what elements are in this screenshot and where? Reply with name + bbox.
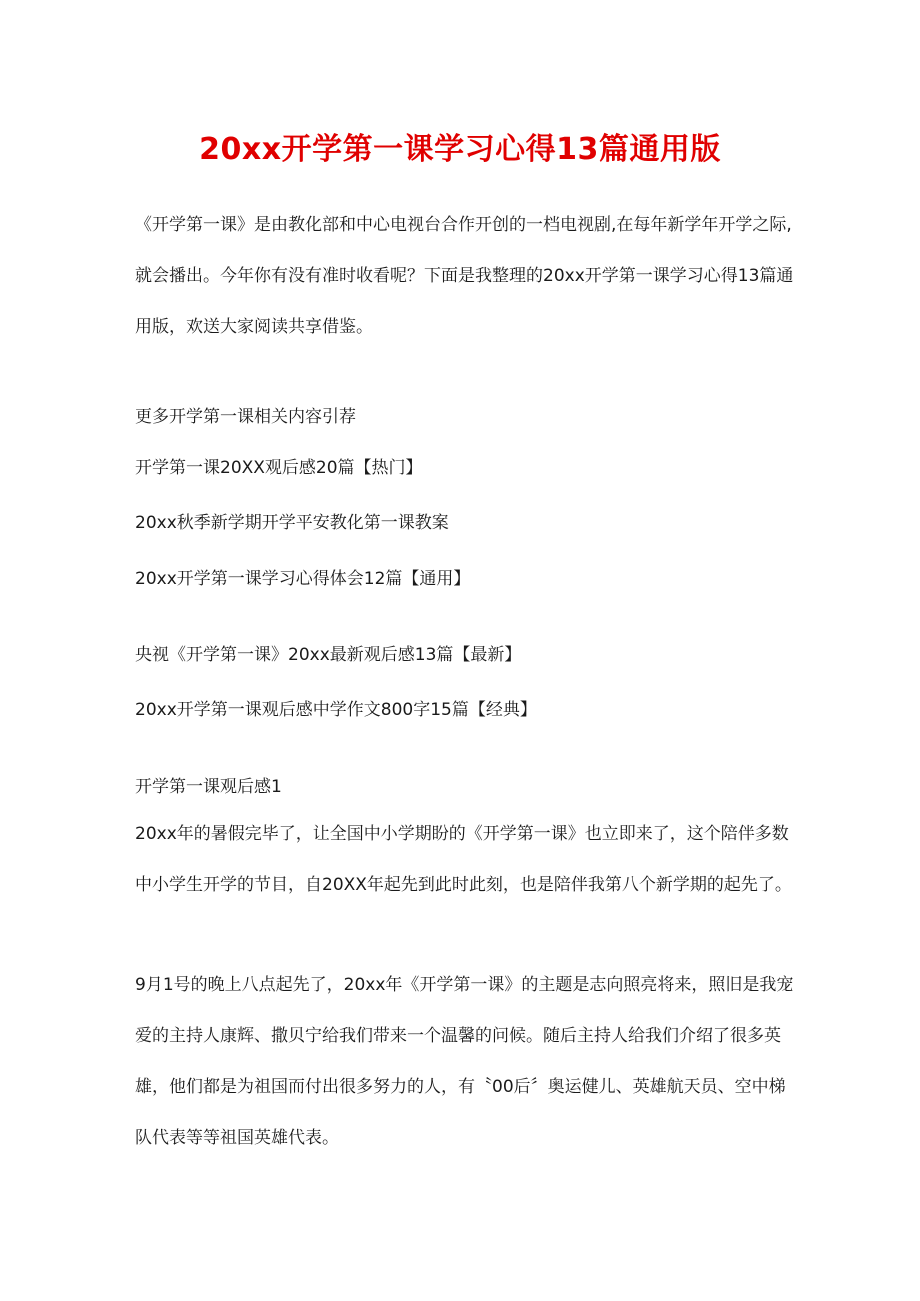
related-link[interactable]: 开学第一课20XX观后感20篇【热门】 <box>135 458 423 478</box>
more-content-heading: 更多开学第一课相关内容引荐 <box>135 407 356 427</box>
intro-paragraph: 《开学第一课》是由教化部和中心电视台合作开创的一档电视剧,在每年新学年开学之际,就会播出。今年你有没有准时收看呢？下面是我整理的20xx开学第一课学习心得13篇通用版，欢送大家阅读共享借鉴。 <box>135 215 794 337</box>
document-title: 20xx开学第一课学习心得13篇通用版 <box>199 132 721 167</box>
section-title: 开学第一课观后感1 <box>135 777 282 797</box>
related-link[interactable]: 央视《开学第一课》20xx最新观后感13篇【最新】 <box>135 645 522 665</box>
related-link[interactable]: 20xx开学第一课学习心得体会12篇【通用】 <box>135 569 471 589</box>
related-link[interactable]: 20xx开学第一课观后感中学作文800字15篇【经典】 <box>135 700 537 720</box>
related-link[interactable]: 20xx秋季新学期开学平安教化第一课教案 <box>135 513 449 533</box>
body-paragraph: 9月1号的晚上八点起先了，20xx年《开学第一课》的主题是志向照亮将来，照旧是我宠爱的主持人康辉、撒贝宁给我们带来一个温馨的问候。随后主持人给我们介绍了很多英雄，他们都是为祖国而付出很多努力的人，有〝00后〞奥运健儿、英雄航天员、空中梯队代表等等祖国英雄代表。 <box>135 975 794 1148</box>
body-paragraph: 20xx年的暑假完毕了，让全国中小学期盼的《开学第一课》也立即来了，这个陪伴多数中小学生开学的节目，自20XX年起先到此时此刻，也是陪伴我第八个新学期的起先了。 <box>135 824 792 895</box>
